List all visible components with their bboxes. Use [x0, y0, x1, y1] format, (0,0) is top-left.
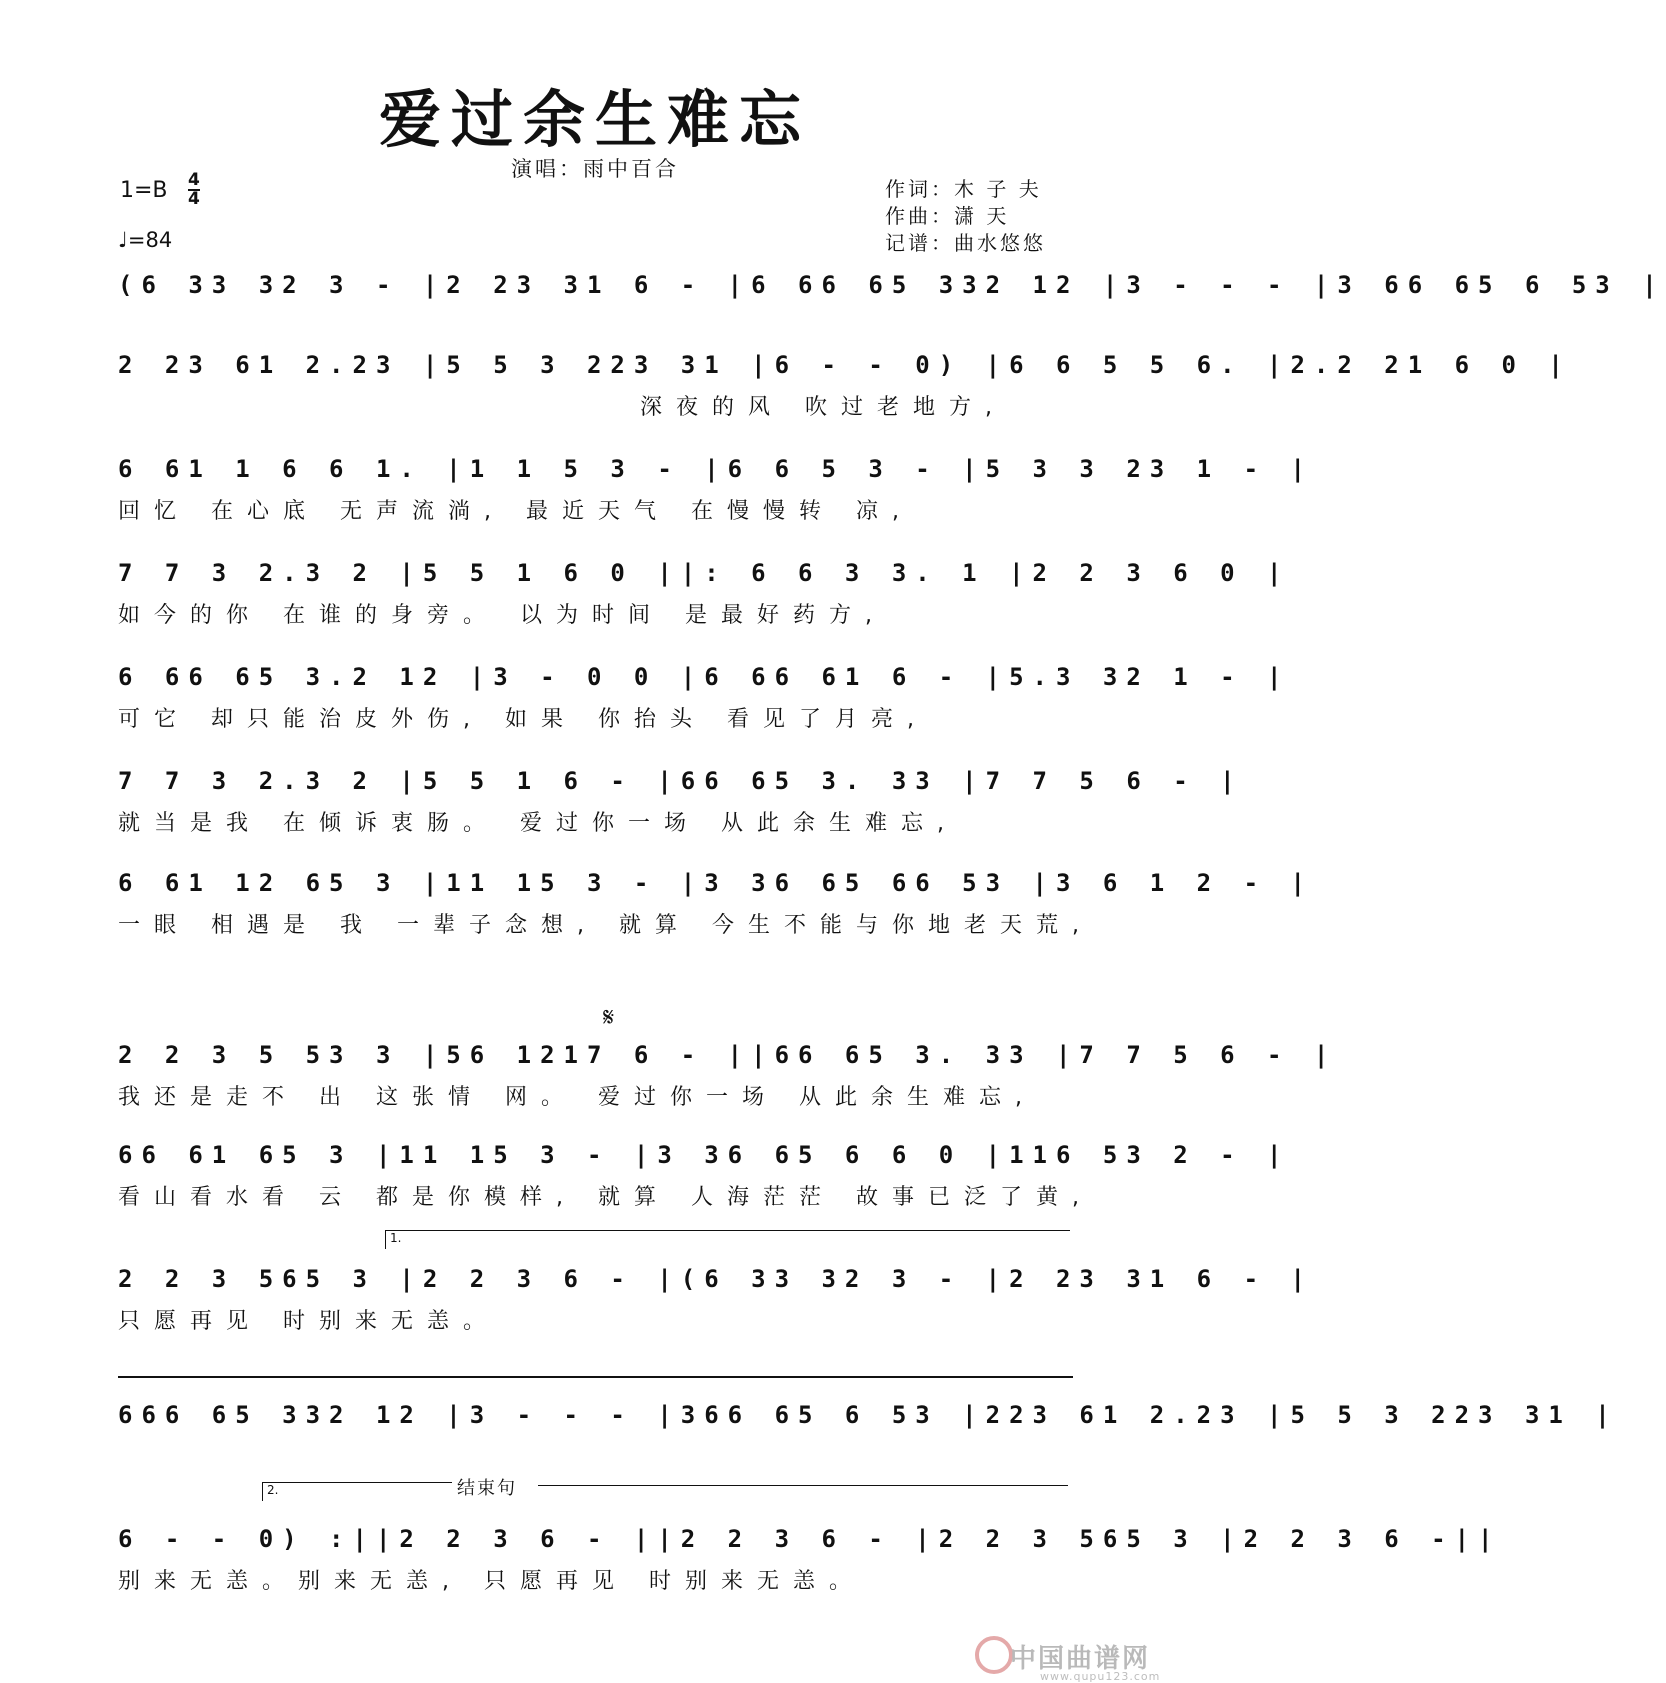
notation-line: 2 2 3 5 53 3 |56 1217 6 - ||66 65 3. 33 |7 7 5 6 - |	[118, 1041, 1338, 1069]
lyric-line: 只愿再见 时别来无恙。	[118, 1309, 499, 1334]
watermark-name: 中国曲谱网	[1010, 1644, 1151, 1674]
notation-row	[118, 1522, 1502, 1568]
lyric-line: 一眼 相遇是 我 一辈子念想, 就算 今生不能与你地老天荒,	[118, 913, 1093, 938]
notation-line: 7 7 3 2.3 2 |5 5 1 6 - |66 65 3. 33 |7 7 5 6 - |	[118, 767, 1244, 795]
lyric-line: 如今的你 在谁的身旁。 以为时间 是最好药方,	[118, 603, 886, 628]
composer-credit: 作曲：潇 天	[885, 204, 1010, 228]
notation-row	[118, 452, 1314, 498]
notation-line: 7 7 3 2.3 2 |5 5 1 6 0 ||: 6 6 3 3. 1 |2 2 3 6 0 |	[118, 559, 1291, 587]
notation-line: 66 61 65 3 |11 15 3 - |3 36 65 6 6 0 |116 53 2 - |	[118, 1141, 1291, 1169]
notation-row	[118, 556, 1291, 602]
time-signature	[188, 172, 200, 208]
lyric-line: 可它 却只能治皮外伤, 如果 你抬头 看见了月亮,	[118, 707, 928, 732]
tempo-marking: ♩=84	[118, 228, 173, 252]
notation-line: 6 61 12 65 3 |11 15 3 - |3 36 65 66 53 |3 6 1 2 - |	[118, 869, 1314, 897]
notation-line: (6 33 32 3 - |2 23 31 6 - |6 66 65 332 12 |3 - - - |3 66 65 6 53 |	[118, 271, 1666, 299]
lyricist-credit: 作词：木 子 夫	[885, 177, 1042, 201]
notation-row	[118, 764, 1244, 810]
notation-line: 666 65 332 12 |3 - - - |366 65 6 53 |223 61 2.23 |5 5 3 223 31 |	[118, 1401, 1619, 1429]
notation-line: 2 2 3 565 3 |2 2 3 6 - |(6 33 32 3 - |2 23 31 6 - |	[118, 1265, 1314, 1293]
lyric-line: 深夜的风 吹过老地方,	[640, 395, 1006, 420]
notation-line: 2 23 61 2.23 |5 5 3 223 31 |6 - - 0) |6 6 5 5 6. |2.2 21 6 0 |	[118, 351, 1572, 379]
lyric-line: 回忆 在心底 无声流淌, 最近天气 在慢慢转 凉,	[118, 499, 913, 524]
coda-label: 结束句	[457, 1478, 517, 1499]
lyric-line: 看山看水看 云 都是你模样, 就算 人海茫茫 故事已泛了黄,	[118, 1185, 1093, 1210]
volta-second-ending: 2.	[262, 1482, 452, 1501]
watermark-url: www.qupu123.com	[1040, 1670, 1161, 1683]
lyric-line: 我还是走不 出 这张情 网。 爱过你一场 从此余生难忘,	[118, 1085, 1036, 1110]
notation-row	[118, 660, 1291, 706]
notation-row	[118, 268, 1666, 314]
singer-credit: 演唱：雨中百合	[511, 157, 679, 181]
coda-bracket	[538, 1485, 1068, 1486]
lyric-line: 别来无恙。别来无恙, 只愿再见 时别来无恙。	[118, 1569, 865, 1594]
credits-block	[885, 176, 1046, 257]
notation-row	[118, 866, 1314, 912]
segno-sign: 𝄋	[603, 1003, 615, 1033]
notation-row	[118, 1262, 1314, 1308]
volta-first-ending: 1.	[385, 1230, 1070, 1249]
watermark	[1010, 1638, 1161, 1683]
song-title: 爱过余生难忘	[378, 83, 811, 156]
notation-line: 6 66 65 3.2 12 |3 - 0 0 |6 66 61 6 - |5.3 32 1 - |	[118, 663, 1291, 691]
lyric-line: 就当是我 在倾诉衷肠。 爱过你一场 从此余生难忘,	[118, 811, 958, 836]
notation-row	[118, 1398, 1619, 1444]
transcriber-credit: 记谱：曲水悠悠	[885, 231, 1046, 255]
notation-row	[118, 1138, 1291, 1184]
notation-row	[118, 1038, 1338, 1084]
notation-line: 6 - - 0) :||2 2 3 6 - ||2 2 3 6 - |2 2 3 565 3 |2 2 3 6 -||	[118, 1525, 1502, 1553]
key-signature: 1=B	[120, 178, 168, 203]
time-signature-bottom: 4	[188, 189, 200, 209]
notation-row	[118, 348, 1572, 394]
notation-line: 6 61 1 6 6 1. |1 1 5 3 - |6 6 5 3 - |5 3 3 23 1 - |	[118, 455, 1314, 483]
watermark-logo-icon	[975, 1636, 1013, 1674]
time-signature-top: 4	[188, 170, 200, 190]
section-divider	[118, 1376, 1073, 1378]
